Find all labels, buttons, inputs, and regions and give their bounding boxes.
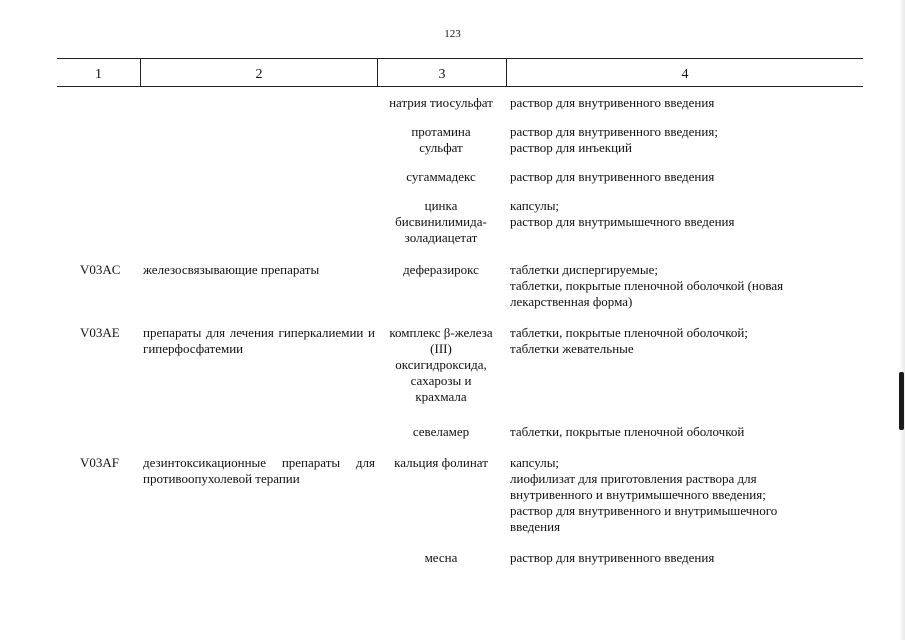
- dosage-forms: капсулы; раствор для внутримышечного введения: [510, 198, 735, 229]
- drug-name: цинка бисвинилимида- золадиацетат: [395, 198, 487, 245]
- drug-name: деферазирокс: [403, 262, 479, 277]
- dosage-forms: таблетки, покрытые пленочной оболочкой; таблетки жевательные: [510, 325, 748, 356]
- dosage-forms: таблетки диспергируемые; таблетки, покрытые пленочной оболочкой (новая лекарственная форма): [510, 262, 784, 309]
- drug-name: протамина сульфат: [411, 124, 471, 155]
- drug-name: сугаммадекс: [406, 169, 476, 184]
- header-cell-2: 2: [255, 67, 263, 82]
- group-name: дезинтоксикационные препараты для противоопухолевой терапии: [143, 455, 375, 486]
- drug-name: месна: [424, 550, 458, 565]
- dosage-forms: таблетки, покрытые пленочной оболочкой: [510, 424, 745, 439]
- scan-margin-mark: [899, 372, 904, 430]
- page-number: 123: [444, 28, 461, 40]
- atc-code: V03AF: [80, 455, 120, 470]
- table-top-border: [57, 58, 863, 59]
- dosage-forms: раствор для внутривенного введения: [510, 169, 715, 184]
- dosage-forms: капсулы; лиофилизат для приготовления раствора для внутривенного и внутримышечного введения; раствор для внутривенного и внутримышечного введения: [510, 455, 778, 534]
- header-cell-1: 1: [95, 67, 102, 82]
- drug-name: комплекс β-железа (III) оксигидроксида, сахарозы и крахмала: [389, 325, 493, 404]
- drug-name: кальция фолинат: [394, 455, 488, 470]
- table-header-bottom-border: [57, 86, 863, 87]
- header-cell-3: 3: [438, 67, 446, 82]
- atc-code: V03AE: [80, 325, 120, 340]
- dosage-forms: раствор для внутривенного введения: [510, 95, 715, 110]
- group-name: препараты для лечения гиперкалиемии и гиперфосфатемии: [143, 325, 375, 356]
- scan-edge-shadow: [899, 0, 905, 640]
- header-cell-4: 4: [681, 67, 689, 82]
- drug-name: натрия тиосульфат: [389, 95, 493, 110]
- dosage-forms: раствор для внутривенного введения: [510, 550, 715, 565]
- group-name: железосвязывающие препараты: [143, 262, 320, 277]
- dosage-forms: раствор для внутривенного введения; раствор для инъекций: [510, 124, 718, 155]
- atc-code: V03AC: [80, 262, 121, 277]
- drug-name: севеламер: [412, 424, 470, 439]
